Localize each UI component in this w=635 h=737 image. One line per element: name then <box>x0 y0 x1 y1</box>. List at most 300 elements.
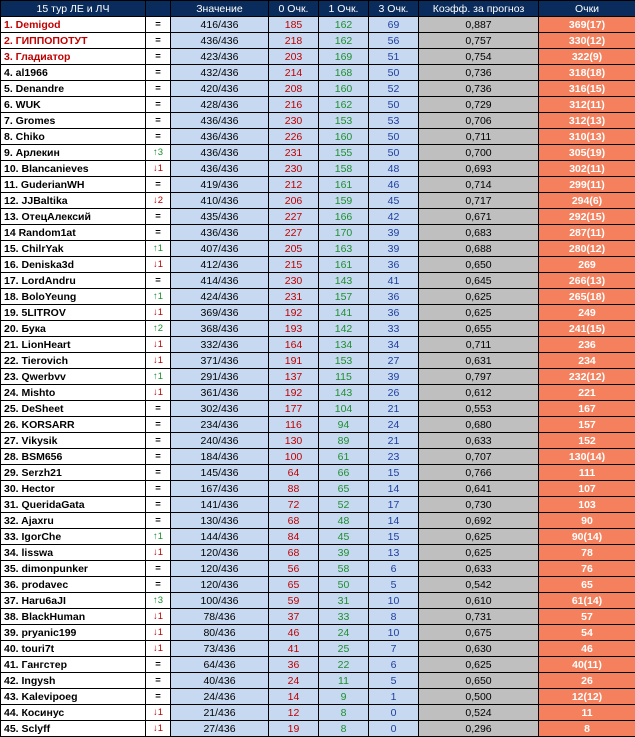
three-points-cell: 8 <box>369 609 419 625</box>
table-row <box>1 705 635 721</box>
rank-change <box>146 689 171 705</box>
value-cell: 240/436 <box>171 433 269 449</box>
points-cell: 287(11) <box>539 225 635 241</box>
one-point-cell: 134 <box>319 337 369 353</box>
player-name: 28. BSM656 <box>1 449 146 465</box>
player-name: 5. Denandre <box>1 81 146 97</box>
player-name: 20. Бука <box>1 321 146 337</box>
rank-same-indicator: = <box>155 515 161 526</box>
one-point-cell: 31 <box>319 593 369 609</box>
rank-same-indicator: = <box>155 115 161 126</box>
rank-change <box>146 545 171 561</box>
one-point-cell: 162 <box>319 17 369 33</box>
zero-points-cell: 230 <box>269 113 319 129</box>
value-cell: 100/436 <box>171 593 269 609</box>
table-row <box>1 577 635 593</box>
coefficient-cell: 0,612 <box>419 385 539 401</box>
player-name: 10. Blancanieves <box>1 161 146 177</box>
value-cell: 428/436 <box>171 97 269 113</box>
three-points-cell: 5 <box>369 673 419 689</box>
rank-change <box>146 321 171 337</box>
player-name: 38. BlackHuman <box>1 609 146 625</box>
coefficient-cell: 0,887 <box>419 17 539 33</box>
rank-same-indicator: = <box>155 483 161 494</box>
rank-change <box>146 17 171 33</box>
three-points-cell: 17 <box>369 497 419 513</box>
one-point-cell: 159 <box>319 193 369 209</box>
value-cell: 141/436 <box>171 497 269 513</box>
header-change <box>146 1 171 17</box>
value-cell: 24/436 <box>171 689 269 705</box>
table-row <box>1 641 635 657</box>
one-point-cell: 141 <box>319 305 369 321</box>
one-point-cell: 33 <box>319 609 369 625</box>
rank-same-indicator: = <box>155 419 161 430</box>
player-name: 39. pryanic199 <box>1 625 146 641</box>
table-row <box>1 33 635 49</box>
rank-change <box>146 273 171 289</box>
table-row <box>1 609 635 625</box>
coefficient-cell: 0,757 <box>419 33 539 49</box>
zero-points-cell: 41 <box>269 641 319 657</box>
player-name: 34. lisswa <box>1 545 146 561</box>
table-row <box>1 273 635 289</box>
one-point-cell: 24 <box>319 625 369 641</box>
one-point-cell: 22 <box>319 657 369 673</box>
value-cell: 423/436 <box>171 49 269 65</box>
rank-up-indicator: ↑1 <box>153 371 163 382</box>
player-name: 43. Kalevipoeg <box>1 689 146 705</box>
rank-change <box>146 673 171 689</box>
rank-change <box>146 481 171 497</box>
rank-same-indicator: = <box>155 499 161 510</box>
rank-same-indicator: = <box>155 35 161 46</box>
one-point-cell: 166 <box>319 209 369 225</box>
table-row <box>1 657 635 673</box>
coefficient-cell: 0,692 <box>419 513 539 529</box>
one-point-cell: 158 <box>319 161 369 177</box>
zero-points-cell: 72 <box>269 497 319 513</box>
points-cell: 241(15) <box>539 321 635 337</box>
table-row <box>1 593 635 609</box>
coefficient-cell: 0,729 <box>419 97 539 113</box>
header-zero-points: 0 Очк. <box>269 1 319 17</box>
rank-change <box>146 593 171 609</box>
zero-points-cell: 100 <box>269 449 319 465</box>
rank-same-indicator: = <box>155 403 161 414</box>
three-points-cell: 36 <box>369 305 419 321</box>
one-point-cell: 52 <box>319 497 369 513</box>
rank-change <box>146 497 171 513</box>
coefficient-cell: 0,631 <box>419 353 539 369</box>
three-points-cell: 53 <box>369 113 419 129</box>
three-points-cell: 23 <box>369 449 419 465</box>
points-cell: 157 <box>539 417 635 433</box>
coefficient-cell: 0,625 <box>419 289 539 305</box>
coefficient-cell: 0,553 <box>419 401 539 417</box>
rank-same-indicator: = <box>155 275 161 286</box>
three-points-cell: 45 <box>369 193 419 209</box>
one-point-cell: 153 <box>319 353 369 369</box>
zero-points-cell: 88 <box>269 481 319 497</box>
three-points-cell: 10 <box>369 593 419 609</box>
coefficient-cell: 0,296 <box>419 721 539 737</box>
one-point-cell: 48 <box>319 513 369 529</box>
three-points-cell: 24 <box>369 417 419 433</box>
coefficient-cell: 0,736 <box>419 65 539 81</box>
rank-change <box>146 353 171 369</box>
header-coefficient: Коэфф. за прогноз <box>419 1 539 17</box>
value-cell: 407/436 <box>171 241 269 257</box>
coefficient-cell: 0,711 <box>419 129 539 145</box>
table-row <box>1 481 635 497</box>
table-row <box>1 49 635 65</box>
rank-change <box>146 401 171 417</box>
player-name: 17. LordAndru <box>1 273 146 289</box>
table-row <box>1 561 635 577</box>
header-row <box>1 1 635 17</box>
table-row <box>1 513 635 529</box>
player-name: 11. GuderianWH <box>1 177 146 193</box>
value-cell: 130/436 <box>171 513 269 529</box>
points-cell: 54 <box>539 625 635 641</box>
table-body <box>1 17 635 737</box>
zero-points-cell: 14 <box>269 689 319 705</box>
coefficient-cell: 0,688 <box>419 241 539 257</box>
zero-points-cell: 216 <box>269 97 319 113</box>
one-point-cell: 170 <box>319 225 369 241</box>
value-cell: 436/436 <box>171 129 269 145</box>
coefficient-cell: 0,630 <box>419 641 539 657</box>
player-name: 1. Demigod <box>1 17 146 33</box>
table-row <box>1 369 635 385</box>
table-row <box>1 65 635 81</box>
rank-change <box>146 113 171 129</box>
points-cell: 90 <box>539 513 635 529</box>
points-cell: 310(13) <box>539 129 635 145</box>
table-row <box>1 289 635 305</box>
player-name: 22. Tierovich <box>1 353 146 369</box>
zero-points-cell: 36 <box>269 657 319 673</box>
coefficient-cell: 0,524 <box>419 705 539 721</box>
three-points-cell: 36 <box>369 257 419 273</box>
three-points-cell: 56 <box>369 33 419 49</box>
value-cell: 420/436 <box>171 81 269 97</box>
table-row <box>1 241 635 257</box>
three-points-cell: 21 <box>369 433 419 449</box>
rank-down-indicator: ↓1 <box>153 163 163 174</box>
rank-change <box>146 193 171 209</box>
one-point-cell: 65 <box>319 481 369 497</box>
table-row <box>1 673 635 689</box>
three-points-cell: 50 <box>369 65 419 81</box>
value-cell: 184/436 <box>171 449 269 465</box>
three-points-cell: 26 <box>369 385 419 401</box>
points-cell: 12(12) <box>539 689 635 705</box>
rank-same-indicator: = <box>155 467 161 478</box>
one-point-cell: 169 <box>319 49 369 65</box>
value-cell: 332/436 <box>171 337 269 353</box>
coefficient-cell: 0,675 <box>419 625 539 641</box>
one-point-cell: 11 <box>319 673 369 689</box>
zero-points-cell: 130 <box>269 433 319 449</box>
zero-points-cell: 231 <box>269 289 319 305</box>
zero-points-cell: 19 <box>269 721 319 737</box>
points-cell: 302(11) <box>539 161 635 177</box>
table-row <box>1 113 635 129</box>
rank-down-indicator: ↓1 <box>153 339 163 350</box>
three-points-cell: 50 <box>369 145 419 161</box>
three-points-cell: 13 <box>369 545 419 561</box>
points-cell: 269 <box>539 257 635 273</box>
player-name: 21. LionHeart <box>1 337 146 353</box>
points-cell: 316(15) <box>539 81 635 97</box>
one-point-cell: 104 <box>319 401 369 417</box>
zero-points-cell: 59 <box>269 593 319 609</box>
value-cell: 120/436 <box>171 577 269 593</box>
coefficient-cell: 0,542 <box>419 577 539 593</box>
rank-change <box>146 385 171 401</box>
value-cell: 21/436 <box>171 705 269 721</box>
zero-points-cell: 203 <box>269 49 319 65</box>
rank-same-indicator: = <box>155 211 161 222</box>
one-point-cell: 39 <box>319 545 369 561</box>
three-points-cell: 51 <box>369 49 419 65</box>
three-points-cell: 6 <box>369 561 419 577</box>
rank-change <box>146 81 171 97</box>
value-cell: 419/436 <box>171 177 269 193</box>
table-row <box>1 177 635 193</box>
player-name: 36. prodavec <box>1 577 146 593</box>
three-points-cell: 34 <box>369 337 419 353</box>
coefficient-cell: 0,797 <box>419 369 539 385</box>
header-points: Очки <box>539 1 635 17</box>
coefficient-cell: 0,731 <box>419 609 539 625</box>
player-name: 23. Qwerbvv <box>1 369 146 385</box>
three-points-cell: 14 <box>369 481 419 497</box>
rank-down-indicator: ↓1 <box>153 387 163 398</box>
points-cell: 107 <box>539 481 635 497</box>
player-name: 24. Mishto <box>1 385 146 401</box>
player-name: 15. ChilrYak <box>1 241 146 257</box>
player-name: 41. Гангстер <box>1 657 146 673</box>
points-cell: 312(13) <box>539 113 635 129</box>
rank-change <box>146 625 171 641</box>
rank-down-indicator: ↓1 <box>153 707 163 718</box>
coefficient-cell: 0,633 <box>419 433 539 449</box>
rank-up-indicator: ↑3 <box>153 147 163 158</box>
three-points-cell: 39 <box>369 241 419 257</box>
points-cell: 280(12) <box>539 241 635 257</box>
zero-points-cell: 84 <box>269 529 319 545</box>
rank-same-indicator: = <box>155 131 161 142</box>
zero-points-cell: 212 <box>269 177 319 193</box>
value-cell: 144/436 <box>171 529 269 545</box>
three-points-cell: 50 <box>369 129 419 145</box>
coefficient-cell: 0,683 <box>419 225 539 241</box>
points-cell: 322(9) <box>539 49 635 65</box>
table-row <box>1 305 635 321</box>
zero-points-cell: 185 <box>269 17 319 33</box>
rank-change <box>146 289 171 305</box>
one-point-cell: 155 <box>319 145 369 161</box>
zero-points-cell: 193 <box>269 321 319 337</box>
zero-points-cell: 12 <box>269 705 319 721</box>
rank-change <box>146 161 171 177</box>
three-points-cell: 27 <box>369 353 419 369</box>
one-point-cell: 25 <box>319 641 369 657</box>
three-points-cell: 48 <box>369 161 419 177</box>
zero-points-cell: 24 <box>269 673 319 689</box>
rank-change <box>146 449 171 465</box>
coefficient-cell: 0,711 <box>419 337 539 353</box>
points-cell: 78 <box>539 545 635 561</box>
coefficient-cell: 0,645 <box>419 273 539 289</box>
rank-change <box>146 561 171 577</box>
one-point-cell: 163 <box>319 241 369 257</box>
zero-points-cell: 192 <box>269 305 319 321</box>
points-cell: 61(14) <box>539 593 635 609</box>
player-name: 33. IgorChe <box>1 529 146 545</box>
three-points-cell: 42 <box>369 209 419 225</box>
coefficient-cell: 0,700 <box>419 145 539 161</box>
zero-points-cell: 164 <box>269 337 319 353</box>
table-row <box>1 209 635 225</box>
rank-change <box>146 65 171 81</box>
zero-points-cell: 56 <box>269 561 319 577</box>
rank-change <box>146 641 171 657</box>
rank-down-indicator: ↓1 <box>153 355 163 366</box>
one-point-cell: 157 <box>319 289 369 305</box>
player-name: 3. Гладиатор <box>1 49 146 65</box>
rank-same-indicator: = <box>155 659 161 670</box>
value-cell: 234/436 <box>171 417 269 433</box>
table-row <box>1 193 635 209</box>
rank-change <box>146 657 171 673</box>
one-point-cell: 89 <box>319 433 369 449</box>
three-points-cell: 0 <box>369 721 419 737</box>
value-cell: 436/436 <box>171 113 269 129</box>
rank-change <box>146 721 171 737</box>
value-cell: 291/436 <box>171 369 269 385</box>
rank-down-indicator: ↓1 <box>153 723 163 734</box>
rank-change <box>146 577 171 593</box>
value-cell: 368/436 <box>171 321 269 337</box>
header-three-points: 3 Очк. <box>369 1 419 17</box>
one-point-cell: 143 <box>319 273 369 289</box>
points-cell: 232(12) <box>539 369 635 385</box>
one-point-cell: 142 <box>319 321 369 337</box>
table-row <box>1 225 635 241</box>
points-cell: 369(17) <box>539 17 635 33</box>
rank-change <box>146 529 171 545</box>
coefficient-cell: 0,625 <box>419 529 539 545</box>
table-row <box>1 433 635 449</box>
rank-same-indicator: = <box>155 691 161 702</box>
one-point-cell: 160 <box>319 129 369 145</box>
coefficient-cell: 0,633 <box>419 561 539 577</box>
coefficient-cell: 0,680 <box>419 417 539 433</box>
table-row <box>1 145 635 161</box>
coefficient-cell: 0,714 <box>419 177 539 193</box>
value-cell: 120/436 <box>171 545 269 561</box>
rank-up-indicator: ↑1 <box>153 291 163 302</box>
coefficient-cell: 0,625 <box>419 545 539 561</box>
points-cell: 221 <box>539 385 635 401</box>
value-cell: 436/436 <box>171 225 269 241</box>
table-row <box>1 257 635 273</box>
points-cell: 236 <box>539 337 635 353</box>
value-cell: 78/436 <box>171 609 269 625</box>
rank-change <box>146 49 171 65</box>
one-point-cell: 9 <box>319 689 369 705</box>
rank-change <box>146 337 171 353</box>
player-name: 31. QueridaGata <box>1 497 146 513</box>
one-point-cell: 94 <box>319 417 369 433</box>
rank-same-indicator: = <box>155 99 161 110</box>
three-points-cell: 15 <box>369 465 419 481</box>
zero-points-cell: 65 <box>269 577 319 593</box>
table-row <box>1 497 635 513</box>
one-point-cell: 153 <box>319 113 369 129</box>
three-points-cell: 39 <box>369 369 419 385</box>
rank-same-indicator: = <box>155 675 161 686</box>
three-points-cell: 46 <box>369 177 419 193</box>
points-cell: 294(6) <box>539 193 635 209</box>
coefficient-cell: 0,766 <box>419 465 539 481</box>
rank-down-indicator: ↓1 <box>153 643 163 654</box>
rank-down-indicator: ↓1 <box>153 547 163 558</box>
rank-change <box>146 433 171 449</box>
one-point-cell: 160 <box>319 81 369 97</box>
one-point-cell: 8 <box>319 705 369 721</box>
coefficient-cell: 0,500 <box>419 689 539 705</box>
rank-change <box>146 177 171 193</box>
points-cell: 318(18) <box>539 65 635 81</box>
zero-points-cell: 46 <box>269 625 319 641</box>
value-cell: 167/436 <box>171 481 269 497</box>
coefficient-cell: 0,650 <box>419 257 539 273</box>
rank-same-indicator: = <box>155 51 161 62</box>
rank-change <box>146 225 171 241</box>
rank-change <box>146 305 171 321</box>
value-cell: 435/436 <box>171 209 269 225</box>
player-name: 25. DeSheet <box>1 401 146 417</box>
one-point-cell: 162 <box>319 97 369 113</box>
zero-points-cell: 68 <box>269 545 319 561</box>
rank-change <box>146 97 171 113</box>
rank-change <box>146 609 171 625</box>
player-name: 6. WUK <box>1 97 146 113</box>
zero-points-cell: 208 <box>269 81 319 97</box>
zero-points-cell: 192 <box>269 385 319 401</box>
rank-same-indicator: = <box>155 451 161 462</box>
zero-points-cell: 218 <box>269 33 319 49</box>
rank-down-indicator: ↓1 <box>153 259 163 270</box>
zero-points-cell: 137 <box>269 369 319 385</box>
one-point-cell: 66 <box>319 465 369 481</box>
zero-points-cell: 37 <box>269 609 319 625</box>
three-points-cell: 21 <box>369 401 419 417</box>
zero-points-cell: 191 <box>269 353 319 369</box>
points-cell: 57 <box>539 609 635 625</box>
value-cell: 412/436 <box>171 257 269 273</box>
table-row <box>1 129 635 145</box>
table-row <box>1 721 635 737</box>
three-points-cell: 6 <box>369 657 419 673</box>
rank-change <box>146 33 171 49</box>
rank-change <box>146 369 171 385</box>
